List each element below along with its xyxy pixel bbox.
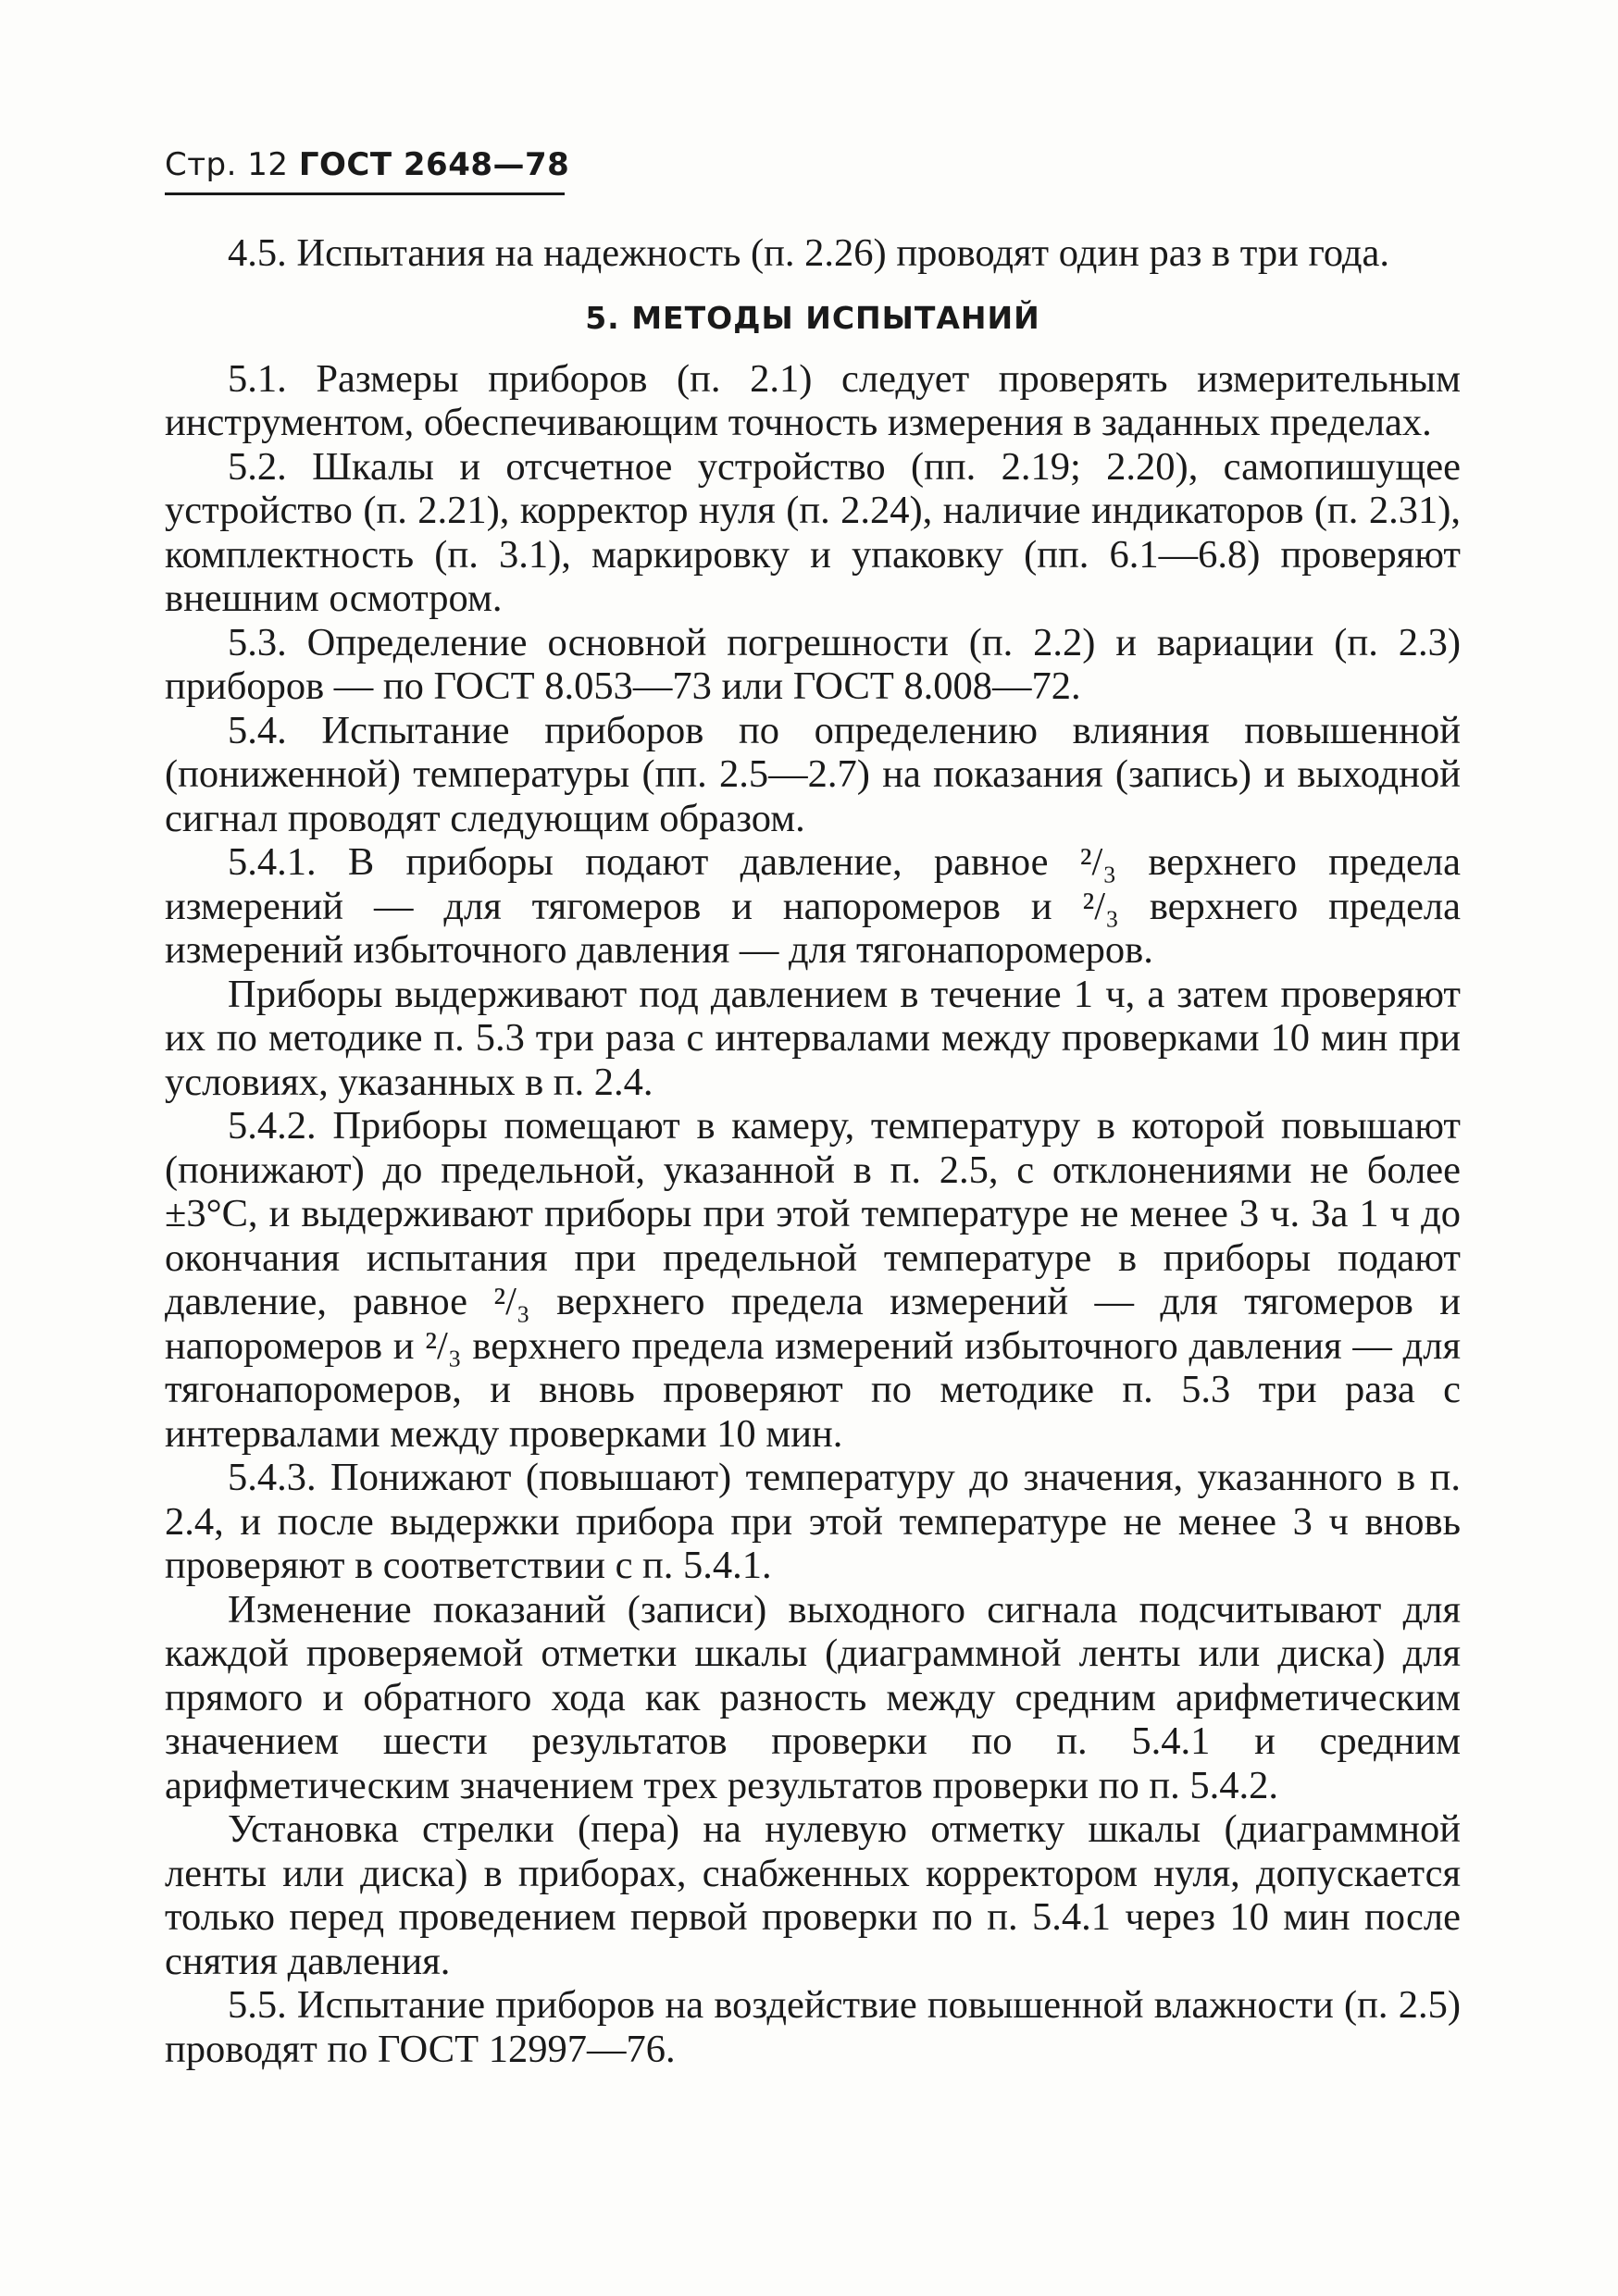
section-title: 5. МЕТОДЫ ИСПЫТАНИЙ bbox=[585, 299, 1040, 336]
paragraph-5-1: 5.1. Размеры приборов (п. 2.1) следует проверять измерительным инструментом, обеспечивающим точность измерения в заданных пределах. bbox=[165, 356, 1461, 444]
paragraph-5-4-1: 5.4.1. В приборы подают давление, равное ²/₃ верхнего предела измерений — для тягомеров и напоромеров и ²/₃ верхнего предела измерений избыточного давления — для тягонапоромеров. bbox=[165, 840, 1461, 972]
page-label: Стр. 12 bbox=[165, 146, 289, 183]
paragraph-5-4: 5.4. Испытание приборов по определению влияния повышенной (пониженной) температуры (пп. 2.5—2.7) на показания (запись) и выходной сигнал проводят следующим образом. bbox=[165, 708, 1461, 840]
paragraph-5-4-3-cont: Изменение показаний (записи) выходного сигнала подсчитывают для каждой проверяемой отметки шкалы (диаграммной ленты или диска) для прямого и обратного хода как разность между средним арифметическим значением шести результатов проверки по п. 5.4.1 и средним арифметическим значением трех результатов проверки по п. 5.4.2. bbox=[165, 1587, 1461, 1807]
running-header bbox=[165, 146, 569, 183]
paragraph-4-5: 4.5. Испытания на надежность (п. 2.26) проводят один раз в три года. bbox=[228, 231, 1389, 275]
paragraph-5-4-3-zero: Установка стрелки (пера) на нулевую отметку шкалы (диаграммной ленты или диска) в приборах, снабженных корректором нуля, допускается только перед проведением первой проверки по п. 5.4.1 через 10 мин после снятия давления. bbox=[165, 1807, 1461, 1983]
paragraph-5-2: 5.2. Шкалы и отсчетное устройство (пп. 2.19; 2.20), самопишущее устройство (п. 2.21), корректор нуля (п. 2.24), наличие индикаторов (п. 2.31), комплектность (п. 3.1), маркировку и упаковку (пп. 6.1—6.8) проверяют внешним осмотром. bbox=[165, 444, 1461, 620]
paragraph-5-4-1-cont: Приборы выдерживают под давлением в течение 1 ч, а затем проверяют их по методике п. 5.3 три раза с интервалами между проверками 10 мин при условиях, указанных в п. 2.4. bbox=[165, 972, 1461, 1104]
paragraph-5-4-2: 5.4.2. Приборы помещают в камеру, температуру в которой повышают (понижают) до предельной, указанной в п. 2.5, с отклонениями не более ±3°С, и выдерживают приборы при этой температуре не менее 3 ч. За 1 ч до окончания испытания при предельной температуре в приборы подают давление, равное ²/₃ верхнего предела измерений — для тягомеров и напоромеров и ²/₃ верхнего предела измерений избыточного давления — для тягонапоромеров, и вновь проверяют по методике п. 5.3 три раза с интервалами между проверками 10 мин. bbox=[165, 1104, 1461, 1456]
paragraph-5-3: 5.3. Определение основной погрешности (п. 2.2) и вариации (п. 2.3) приборов — по ГОСТ 8.053—73 или ГОСТ 8.008—72. bbox=[165, 620, 1461, 708]
paragraph-5-4-3: 5.4.3. Понижают (повышают) температуру до значения, указанного в п. 2.4, и после выдержки прибора при этой температуре не менее 3 ч вновь проверяют в соответствии с п. 5.4.1. bbox=[165, 1456, 1461, 1587]
paragraph-5-5: 5.5. Испытание приборов на воздействие повышенной влажности (п. 2.5) проводят по ГОСТ 12997—76. bbox=[165, 1983, 1461, 2071]
document-body bbox=[165, 231, 1461, 2071]
standard-number: ГОСТ 2648—78 bbox=[298, 146, 570, 183]
header-rule bbox=[165, 192, 565, 195]
